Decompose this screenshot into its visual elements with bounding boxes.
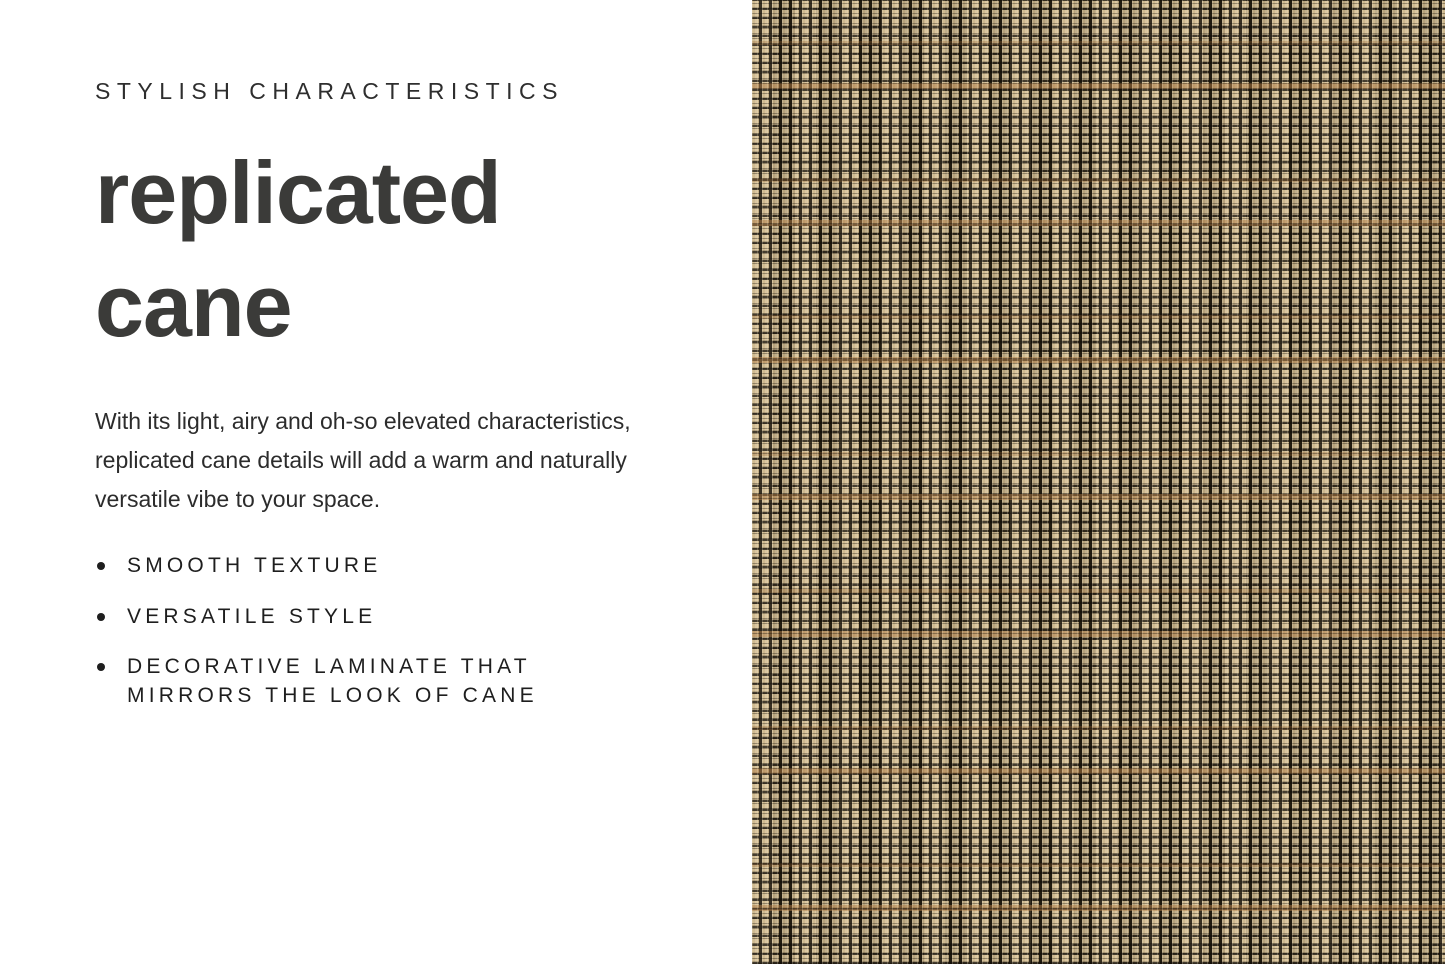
bullet-dot-icon [97,613,105,621]
description-paragraph: With its light, airy and oh-so elevated characteristics, replicated cane details will add a warm and naturally versatile vibe to your space. [95,408,631,513]
feature-list [95,552,715,712]
list-item [95,603,575,632]
list-item-label: VERSATILE STYLE [127,604,377,628]
list-item-label: DECORATIVE LAMINATE THAT MIRRORS THE LOOK OF CANE [127,655,538,708]
cane-weave-texture-image [752,0,1445,964]
bullet-dot-icon [97,562,105,570]
page-title: replicated cane [95,143,501,355]
list-item [95,653,575,711]
list-item-label: SMOOTH TEXTURE [127,553,382,577]
list-item [95,552,575,581]
eyebrow-heading: STYLISH CHARACTERISTICS [95,78,564,104]
bullet-dot-icon [97,663,105,671]
content-column [95,0,715,733]
